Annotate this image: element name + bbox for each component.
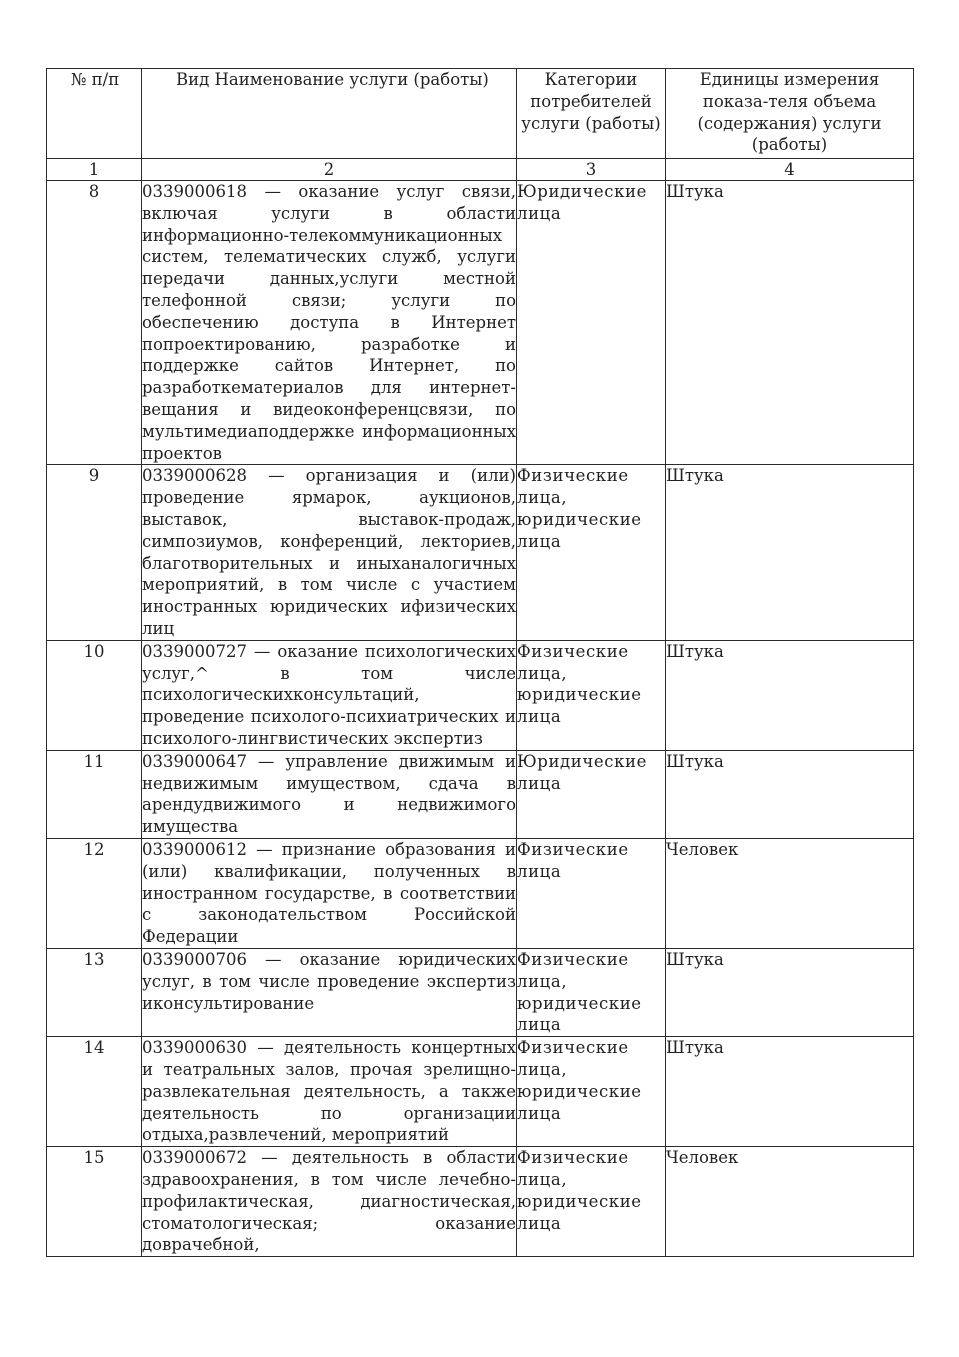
unit-of-measure: Штука <box>666 640 914 750</box>
service-name: 0339000628 — организация и (или) проведение ярмарок, аукционов, выставок, выставок-продаж, симпозиумов, конференций, лекториев, благотворительных и иныханалогичных мероприятий, в том числе с участием иностранных юридических ифизических лиц <box>142 465 517 640</box>
table-row <box>47 640 914 750</box>
row-number: 10 <box>47 640 142 750</box>
table-row <box>47 465 914 640</box>
service-name: 0339000706 — оказание юридических услуг, в том числе проведение экспертиз иконсультирование <box>142 948 517 1036</box>
unit-of-measure: Штука <box>666 181 914 465</box>
column-number: 4 <box>666 159 914 181</box>
table-row <box>47 1037 914 1147</box>
table-row <box>47 181 914 465</box>
unit-of-measure: Штука <box>666 1037 914 1147</box>
service-name: 0339000672 — деятельность в области здравоохранения, в том числе лечебно-профилактическая, диагностическая, стоматологическая; оказание доврачебной, <box>142 1147 517 1257</box>
consumer-category <box>517 948 666 1036</box>
row-number: 12 <box>47 838 142 948</box>
consumer-category <box>517 640 666 750</box>
table-row <box>47 838 914 948</box>
column-number: 1 <box>47 159 142 181</box>
table-row <box>47 750 914 838</box>
consumer-category-text: Физические лица, юридические лица <box>517 641 642 727</box>
row-number: 13 <box>47 948 142 1036</box>
column-number: 3 <box>517 159 666 181</box>
consumer-category-text: Юридические лица <box>517 751 647 793</box>
unit-of-measure: Штука <box>666 750 914 838</box>
consumer-category <box>517 1037 666 1147</box>
row-number: 8 <box>47 181 142 465</box>
row-number: 11 <box>47 750 142 838</box>
table-row <box>47 948 914 1036</box>
consumer-category-text: Физические лица, юридические лица <box>517 1038 642 1123</box>
service-name: 0339000618 — оказание услуг связи, включая услуги в области информационно-телекоммуникационных систем, телематических служб, услуги передачи данных,услуги местной телефонной связи; услуги по обеспечению доступа в Интернет попроектированию, разработке и поддержке сайтов Интернет, по разработкематериалов для интернет-вещания и видеоконференцсвязи, по мультимедиаподдержке информационных проектов <box>142 181 517 465</box>
service-name: 0339000647 — управление движимым и недвижимым имуществом, сдача в арендудвижимого и недвижимого имущества <box>142 750 517 838</box>
services-table <box>46 68 914 1257</box>
service-name: 0339000630 — деятельность концертных и театральных залов, прочая зрелищно-развлекательная деятельность, а также деятельность по организации отдыха,развлечений, мероприятий <box>142 1037 517 1147</box>
row-number: 9 <box>47 465 142 640</box>
column-number-row <box>47 159 914 181</box>
row-number: 15 <box>47 1147 142 1257</box>
header-number: № п/п <box>47 69 142 159</box>
consumer-category-text: Физические лица <box>517 839 629 881</box>
header-consumer-category: Категории потребителей услуги (работы) <box>517 69 666 159</box>
consumer-category <box>517 750 666 838</box>
header-service-name: Вид Наименование услуги (работы) <box>142 69 517 159</box>
table-row <box>47 1147 914 1257</box>
consumer-category-text: Юридические лица <box>517 182 647 223</box>
consumer-category <box>517 838 666 948</box>
column-number: 2 <box>142 159 517 181</box>
unit-of-measure: Штука <box>666 948 914 1036</box>
consumer-category-text: Физические лица, юридические лица <box>517 466 642 551</box>
consumer-category <box>517 181 666 465</box>
consumer-category-text: Физические лица, юридические лица <box>517 1148 642 1233</box>
header-unit-of-measure: Единицы измерения показа-теля объема (содержания) услуги (работы) <box>666 69 914 159</box>
consumer-category <box>517 1147 666 1257</box>
consumer-category <box>517 465 666 640</box>
unit-of-measure: Человек <box>666 1147 914 1257</box>
row-number: 14 <box>47 1037 142 1147</box>
service-name: 0339000727 — оказание психологических услуг,^ в том числе психологическихконсультаций, проведение психолого-психиатрических и психолого-лингвистических экспертиз <box>142 640 517 750</box>
service-name: 0339000612 — признание образования и (или) квалификации, полученных в иностранном государстве, в соответствии с законодательством Российской Федерации <box>142 838 517 948</box>
consumer-category-text: Физические лица, юридические лица <box>517 949 642 1035</box>
unit-of-measure: Штука <box>666 465 914 640</box>
table-header-row <box>47 69 914 159</box>
unit-of-measure: Человек <box>666 838 914 948</box>
